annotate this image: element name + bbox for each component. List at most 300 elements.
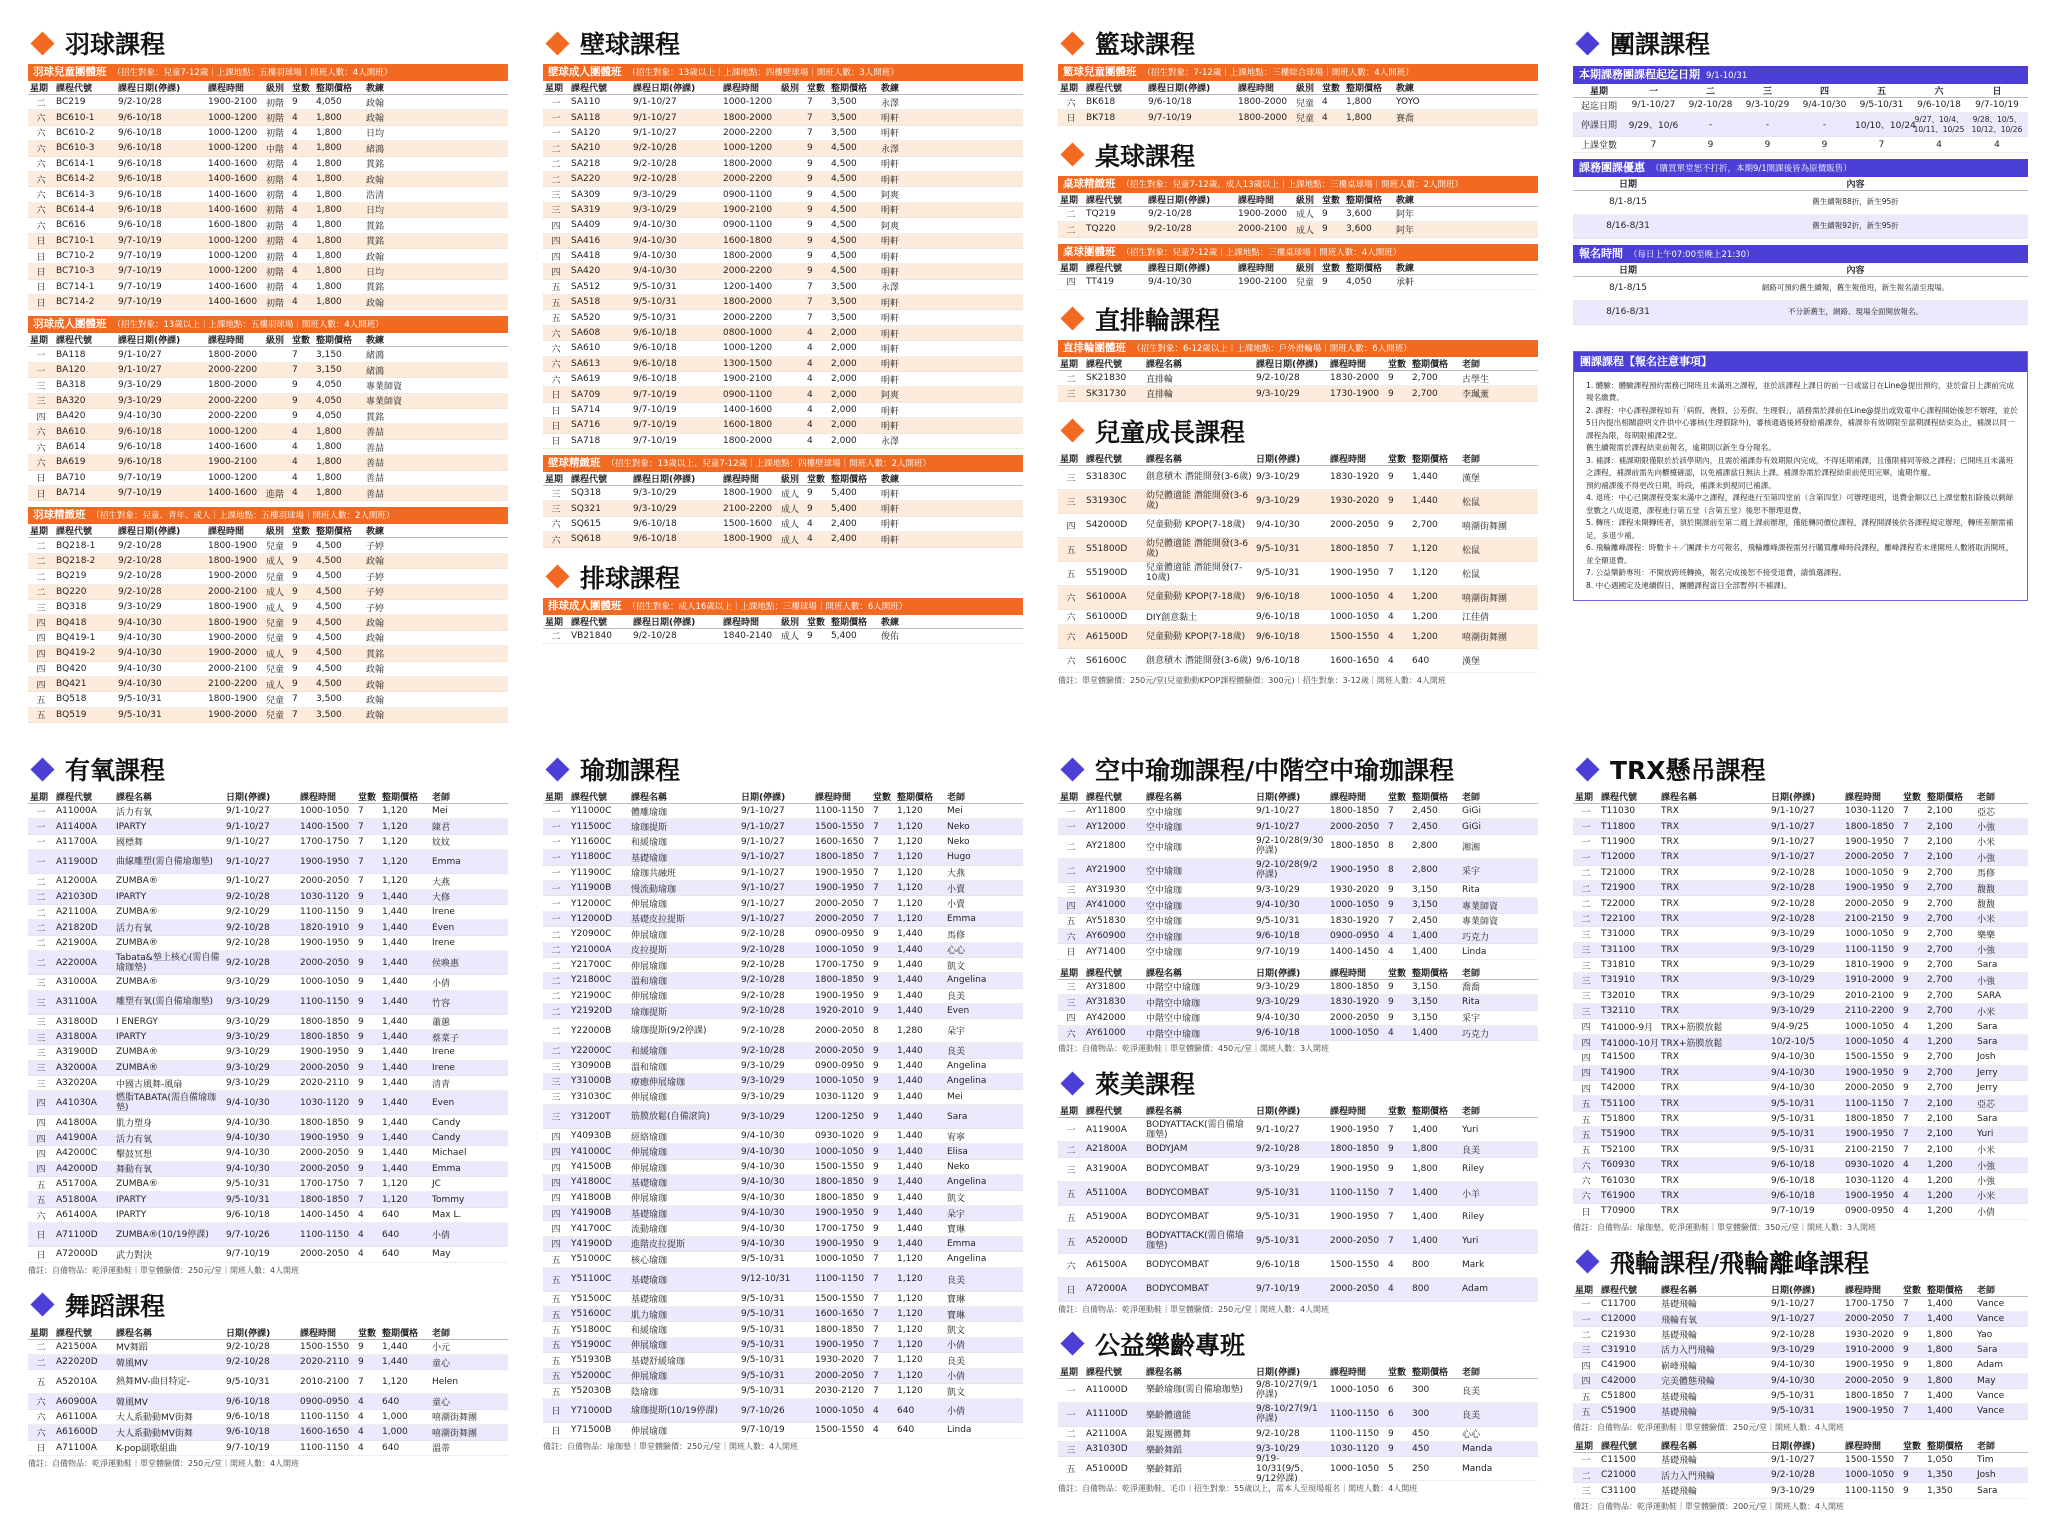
table-row[interactable]	[1058, 1118, 1538, 1142]
table-row[interactable]	[1058, 1158, 1538, 1182]
table-row[interactable]	[1058, 562, 1538, 586]
table-banner	[28, 64, 508, 81]
table-row[interactable]	[1058, 625, 1538, 649]
table-row[interactable]	[1573, 1143, 2028, 1158]
table-row[interactable]	[28, 295, 508, 310]
table-cell: C51900	[1601, 1406, 1636, 1417]
table-row[interactable]	[28, 234, 508, 249]
table-cell: 明軒	[881, 252, 900, 263]
table-row[interactable]	[543, 1059, 1023, 1074]
table-row[interactable]	[1573, 927, 2028, 942]
table-row[interactable]	[543, 973, 1023, 988]
table-header	[28, 524, 508, 538]
table-cell: 1800-1850	[1330, 1144, 1380, 1155]
table-row[interactable]	[28, 951, 508, 975]
table-row[interactable]	[543, 387, 1023, 402]
squash-title	[543, 26, 1023, 60]
table-row[interactable]	[1573, 1404, 2028, 1419]
table-cell: 良美	[947, 992, 966, 1003]
table-row[interactable]	[1573, 1343, 2028, 1358]
table-row[interactable]	[543, 896, 1023, 911]
table-row[interactable]	[543, 172, 1023, 187]
table-cell: 1100-1150	[815, 806, 865, 817]
table-row[interactable]	[543, 126, 1023, 141]
table-row[interactable]	[1573, 1096, 2028, 1111]
table-row[interactable]	[28, 1015, 508, 1030]
table-row[interactable]	[543, 1191, 1023, 1206]
table-row[interactable]	[1058, 1453, 1538, 1484]
table-cell: 4,500	[831, 158, 857, 169]
table-cell: Emma	[947, 913, 976, 924]
table-row[interactable]	[543, 819, 1023, 834]
table-row[interactable]	[28, 1340, 508, 1355]
table-row[interactable]	[543, 1237, 1023, 1252]
table-row[interactable]	[1058, 1230, 1538, 1254]
table-row[interactable]	[28, 920, 508, 935]
table-cell: 7	[1903, 1298, 1909, 1309]
table-cell: 2000-2050	[300, 1148, 350, 1159]
table-row[interactable]	[28, 1177, 508, 1192]
table-row[interactable]	[543, 835, 1023, 850]
table-row[interactable]	[1058, 859, 1538, 883]
table-row[interactable]	[1058, 1011, 1538, 1026]
table-row[interactable]	[543, 989, 1023, 1004]
table-row[interactable]	[1058, 466, 1538, 490]
table-row[interactable]	[543, 234, 1023, 249]
table-row[interactable]	[543, 1160, 1023, 1175]
table-row[interactable]	[1058, 1026, 1538, 1041]
table-row[interactable]	[28, 646, 508, 661]
table-row[interactable]	[28, 1192, 508, 1207]
table-row[interactable]	[28, 1030, 508, 1045]
table-row[interactable]	[1573, 989, 2028, 1004]
table-cell: 一	[551, 915, 561, 926]
table-row[interactable]	[543, 264, 1023, 279]
table-row[interactable]	[543, 218, 1023, 233]
table-row[interactable]	[28, 905, 508, 920]
table-row[interactable]	[1058, 222, 1538, 237]
table-row[interactable]	[28, 1146, 508, 1161]
table-row[interactable]	[28, 141, 508, 156]
table-row[interactable]	[1573, 819, 2028, 834]
table-row[interactable]	[543, 532, 1023, 547]
table-row[interactable]	[1573, 1468, 2028, 1483]
table-cell: 9/7-10/19	[1148, 112, 1192, 123]
table-cell: A11700A	[56, 836, 97, 847]
table-row[interactable]	[28, 585, 508, 600]
table-row[interactable]	[543, 1353, 1023, 1368]
table-banner	[1058, 64, 1538, 81]
table-row[interactable]	[543, 326, 1023, 341]
table-row[interactable]	[543, 203, 1023, 218]
table-row[interactable]	[1058, 610, 1538, 625]
table-row[interactable]	[28, 172, 508, 187]
table-row[interactable]	[1058, 944, 1538, 959]
table-row[interactable]	[543, 1206, 1023, 1221]
senior-title	[1058, 1327, 1538, 1361]
table-row[interactable]	[543, 958, 1023, 973]
table-row[interactable]	[543, 1384, 1023, 1399]
table-cell: 1800-1900	[208, 617, 258, 628]
table-row[interactable]	[543, 1221, 1023, 1236]
table-cell: 4	[1322, 97, 1328, 108]
column-header: 課程代號	[1086, 1107, 1123, 1118]
table-row[interactable]	[28, 554, 508, 569]
table-cell: 上課堂數	[1580, 141, 1617, 152]
table-row[interactable]	[28, 1370, 508, 1394]
table-row[interactable]	[1058, 275, 1538, 290]
table-row[interactable]	[28, 363, 508, 378]
table-row[interactable]	[1573, 1204, 2028, 1219]
table-row[interactable]	[543, 517, 1023, 532]
table-row[interactable]	[1573, 1127, 2028, 1142]
table-cell: 1000-1200	[208, 472, 258, 483]
kids-section	[1058, 414, 1538, 686]
table-row[interactable]	[28, 804, 508, 819]
table-row[interactable]	[543, 1322, 1023, 1337]
table-row[interactable]	[543, 1105, 1023, 1129]
table-cell: 基礎瑜珈	[631, 1295, 668, 1306]
table-row[interactable]	[1573, 850, 2028, 865]
table-row[interactable]	[1573, 1389, 2028, 1404]
table-row[interactable]	[28, 1394, 508, 1409]
table-row[interactable]	[28, 249, 508, 264]
table-row[interactable]	[28, 1355, 508, 1370]
table-cell: SQ618	[571, 534, 601, 545]
table-row[interactable]	[543, 501, 1023, 516]
table-cell: 4	[292, 143, 298, 154]
table-row[interactable]	[1573, 1358, 2028, 1373]
table-cell: 小元	[432, 1343, 451, 1354]
table-row[interactable]	[543, 1423, 1023, 1438]
table-cell: 賽喬	[1396, 114, 1415, 125]
table-row[interactable]	[1573, 1189, 2028, 1204]
table-row[interactable]	[28, 218, 508, 233]
table-row[interactable]	[28, 615, 508, 630]
table-row[interactable]	[1058, 1182, 1538, 1206]
table-row[interactable]	[543, 1268, 1023, 1292]
table-cell: 善喆	[366, 458, 385, 469]
table-row[interactable]	[1058, 371, 1538, 386]
table-cell: 二	[36, 893, 46, 904]
table-row[interactable]	[1573, 866, 2028, 881]
table-row[interactable]	[543, 418, 1023, 433]
table-cell: 9/4-10/30	[1802, 100, 1847, 111]
table-row[interactable]	[1058, 1278, 1538, 1302]
table-row[interactable]	[28, 1441, 508, 1456]
table-row[interactable]	[543, 1043, 1023, 1058]
table-cell: 浩清	[366, 191, 385, 202]
table-cell: 嘻潮街舞團	[432, 1413, 478, 1424]
table-row[interactable]	[1058, 804, 1538, 819]
table-row[interactable]	[543, 1369, 1023, 1384]
table-cell: 4	[358, 1427, 364, 1438]
table-row[interactable]	[543, 434, 1023, 449]
table-cell: 流動瑜珈	[631, 1225, 668, 1236]
table-row[interactable]	[28, 991, 508, 1015]
table-cell: 7	[1388, 544, 1394, 555]
table-row[interactable]	[1058, 835, 1538, 859]
table-row[interactable]	[1573, 1374, 2028, 1389]
table-cell: 六	[551, 344, 561, 355]
table-row[interactable]	[1058, 1142, 1538, 1157]
table-row[interactable]	[28, 600, 508, 615]
table-row[interactable]	[1058, 586, 1538, 610]
table-row[interactable]	[1058, 898, 1538, 913]
table-row[interactable]	[1058, 929, 1538, 944]
table-row[interactable]	[28, 187, 508, 202]
table-cell: 松鼠	[1462, 545, 1481, 556]
table-row[interactable]	[28, 538, 508, 553]
table-row[interactable]	[543, 1307, 1023, 1322]
table-row[interactable]	[1573, 835, 2028, 850]
table-cell: BC614-4	[56, 204, 95, 215]
table-row[interactable]	[1058, 386, 1538, 401]
table-row[interactable]	[543, 804, 1023, 819]
table-row[interactable]	[28, 1425, 508, 1440]
table-cell: 9/5-10/31	[1256, 915, 1300, 926]
table-cell: 1,800	[1927, 1360, 1953, 1371]
table-row[interactable]	[1058, 1379, 1538, 1403]
table-row[interactable]	[1058, 649, 1538, 673]
table-row[interactable]	[28, 126, 508, 141]
table-row[interactable]	[1573, 1483, 2028, 1498]
table-row[interactable]	[543, 110, 1023, 125]
table-row[interactable]	[28, 455, 508, 470]
table-row[interactable]	[543, 912, 1023, 927]
table-row[interactable]	[1573, 958, 2028, 973]
table-row[interactable]	[28, 424, 508, 439]
table-cell: 二	[551, 1027, 561, 1038]
table-cell: 善喆	[366, 489, 385, 500]
table-row[interactable]	[28, 1162, 508, 1177]
table-cell: 7	[358, 1376, 364, 1387]
table-row[interactable]	[543, 1338, 1023, 1353]
table-row[interactable]	[1058, 1254, 1538, 1278]
table-cell: 9/5-10/31	[741, 1355, 785, 1366]
table-row[interactable]	[28, 347, 508, 362]
table-row[interactable]	[543, 486, 1023, 501]
table-row[interactable]	[28, 394, 508, 409]
table-row[interactable]	[1058, 1403, 1538, 1427]
table-row[interactable]	[543, 1292, 1023, 1307]
table-cell: 9	[873, 1045, 879, 1056]
table-cell: 寶琳	[947, 1310, 966, 1321]
yoga-table	[543, 790, 1023, 1452]
table-row[interactable]	[28, 409, 508, 424]
table-cell: 三	[1066, 497, 1076, 508]
table-row[interactable]	[28, 975, 508, 990]
table-cell: 喬喬	[1462, 983, 1481, 994]
table-cell: 9/2-10/28	[226, 937, 270, 948]
table-row[interactable]	[28, 1061, 508, 1076]
table-row[interactable]	[543, 1019, 1023, 1043]
table-cell: 1,120	[897, 1355, 923, 1366]
table-cell: TRX	[1661, 883, 1679, 894]
table-row[interactable]	[28, 280, 508, 295]
table-row[interactable]	[1573, 973, 2028, 988]
table-row[interactable]	[28, 1045, 508, 1060]
table-row[interactable]	[28, 1208, 508, 1223]
table-row[interactable]	[543, 866, 1023, 881]
table-row[interactable]	[28, 692, 508, 707]
table-row[interactable]	[28, 936, 508, 951]
table-row[interactable]	[28, 850, 508, 874]
table-row[interactable]	[543, 141, 1023, 156]
table-row[interactable]	[1573, 943, 2028, 958]
group-info-column	[1573, 26, 2028, 601]
table-row[interactable]	[543, 157, 1023, 172]
table-row[interactable]	[543, 295, 1023, 310]
table-cell: 1,400	[1412, 1124, 1438, 1135]
table-cell: 1,200	[1927, 1021, 1953, 1032]
table-row[interactable]	[1573, 804, 2028, 819]
column-header: 課程日期(停課)	[1148, 84, 1211, 94]
table-row[interactable]	[543, 629, 1023, 644]
table-row[interactable]	[28, 708, 508, 723]
table-row[interactable]	[1058, 914, 1538, 929]
table-cell: 1,120	[897, 1254, 923, 1265]
table-row[interactable]	[543, 1074, 1023, 1089]
column-header: 整期價格	[1412, 359, 1449, 370]
table-row[interactable]	[28, 1076, 508, 1091]
table-row[interactable]	[1573, 1297, 2028, 1312]
table-row[interactable]	[1573, 1312, 2028, 1327]
table-row[interactable]	[1058, 95, 1538, 110]
table-row[interactable]	[28, 631, 508, 646]
table-row[interactable]	[1573, 1158, 2028, 1173]
table-row[interactable]	[28, 1115, 508, 1130]
table-row[interactable]	[1573, 881, 2028, 896]
table-row[interactable]	[28, 440, 508, 455]
table-row[interactable]	[543, 1129, 1023, 1144]
table-header	[1058, 1365, 1538, 1379]
table-row[interactable]	[543, 280, 1023, 295]
table-cell: 9/4-10/30	[226, 1163, 270, 1174]
table-row[interactable]	[1573, 1035, 2028, 1050]
table-row[interactable]	[28, 890, 508, 905]
table-row[interactable]	[543, 881, 1023, 896]
table-row[interactable]	[28, 874, 508, 889]
table-cell: 9/6-10/18	[118, 457, 162, 468]
table-row[interactable]	[1058, 514, 1538, 538]
table-row[interactable]	[1573, 1112, 2028, 1127]
table-row[interactable]	[28, 110, 508, 125]
table-row[interactable]	[543, 1144, 1023, 1159]
table-cell: A52000D	[1086, 1236, 1128, 1247]
table-row[interactable]	[543, 943, 1023, 958]
column-header: 整期價格	[831, 617, 868, 628]
table-cell: 9/6-10/18	[1917, 100, 1961, 111]
table-cell: 9/2-10/28	[226, 891, 270, 902]
table-row[interactable]	[1573, 1004, 2028, 1019]
table-row[interactable]	[28, 1223, 508, 1247]
table-cell: AY60900	[1086, 931, 1126, 942]
table-row[interactable]	[1058, 207, 1538, 222]
table-row[interactable]	[1058, 995, 1538, 1010]
table-row[interactable]	[543, 372, 1023, 387]
table-row[interactable]	[543, 249, 1023, 264]
table-cell: 二	[36, 557, 46, 568]
table-row[interactable]	[543, 357, 1023, 372]
table-cell: 松鼠	[1462, 569, 1481, 580]
table-row[interactable]	[28, 662, 508, 677]
table-row[interactable]	[28, 471, 508, 486]
table-row[interactable]	[28, 819, 508, 834]
table-row[interactable]	[28, 569, 508, 584]
table-row[interactable]	[28, 1131, 508, 1146]
table-row[interactable]	[28, 203, 508, 218]
table-row[interactable]	[28, 1247, 508, 1262]
table-row[interactable]	[28, 677, 508, 692]
table-row[interactable]	[1573, 1173, 2028, 1188]
table-row[interactable]	[28, 1091, 508, 1115]
table-row[interactable]	[28, 95, 508, 110]
table-row[interactable]	[1573, 896, 2028, 911]
table-row[interactable]	[1058, 980, 1538, 995]
table-row[interactable]	[543, 1399, 1023, 1423]
table-row[interactable]	[543, 1090, 1023, 1105]
table-row[interactable]	[1058, 538, 1538, 562]
table-row[interactable]	[1058, 490, 1538, 514]
table-cell: 善喆	[366, 443, 385, 454]
table-row[interactable]	[543, 341, 1023, 356]
table-row[interactable]	[1058, 819, 1538, 834]
table-banner	[1058, 244, 1538, 261]
table-row[interactable]	[543, 1175, 1023, 1190]
table-cell: 7	[1388, 806, 1394, 817]
table-cell: 9/6-10/18	[226, 1396, 270, 1407]
table-cell: 二	[36, 572, 46, 583]
table-row[interactable]	[1573, 1019, 2028, 1034]
table-row[interactable]	[28, 1410, 508, 1425]
table-row[interactable]	[1573, 1050, 2028, 1065]
table-cell: 9	[1903, 1344, 1909, 1355]
table-row[interactable]	[1058, 1427, 1538, 1442]
table-row[interactable]	[543, 1004, 1023, 1019]
table-cell: 8	[1388, 865, 1394, 876]
table-row[interactable]	[1573, 1081, 2028, 1096]
table-row[interactable]	[543, 403, 1023, 418]
column-header: 課程時間	[815, 793, 852, 803]
table-row[interactable]	[543, 187, 1023, 202]
table-row[interactable]	[1058, 883, 1538, 898]
table-row[interactable]	[1058, 1206, 1538, 1230]
table-row[interactable]	[28, 378, 508, 393]
table-cell: 緒鴻	[366, 366, 385, 377]
table-row[interactable]	[543, 1252, 1023, 1267]
table-cell: TRX+筋膜放鬆	[1661, 1023, 1723, 1034]
table-cell: 一	[36, 823, 46, 834]
table-row[interactable]	[1573, 1066, 2028, 1081]
table-row[interactable]	[1573, 1327, 2028, 1342]
table-row[interactable]	[1058, 110, 1538, 125]
table-row[interactable]	[543, 95, 1023, 110]
table-row[interactable]	[28, 486, 508, 501]
table-row[interactable]	[1573, 1453, 2028, 1468]
table-row[interactable]	[28, 264, 508, 279]
table-cell: 1,400	[1412, 946, 1438, 957]
table-cell: 1,120	[382, 836, 408, 847]
table-row[interactable]	[543, 850, 1023, 865]
table-cell: 9/5-10/31	[1771, 1098, 1815, 1109]
table-row[interactable]	[543, 310, 1023, 325]
table-row[interactable]	[543, 927, 1023, 942]
table-row[interactable]	[28, 157, 508, 172]
table-row[interactable]	[1573, 912, 2028, 927]
column-header: 星期	[30, 336, 49, 347]
table-row[interactable]	[28, 835, 508, 850]
